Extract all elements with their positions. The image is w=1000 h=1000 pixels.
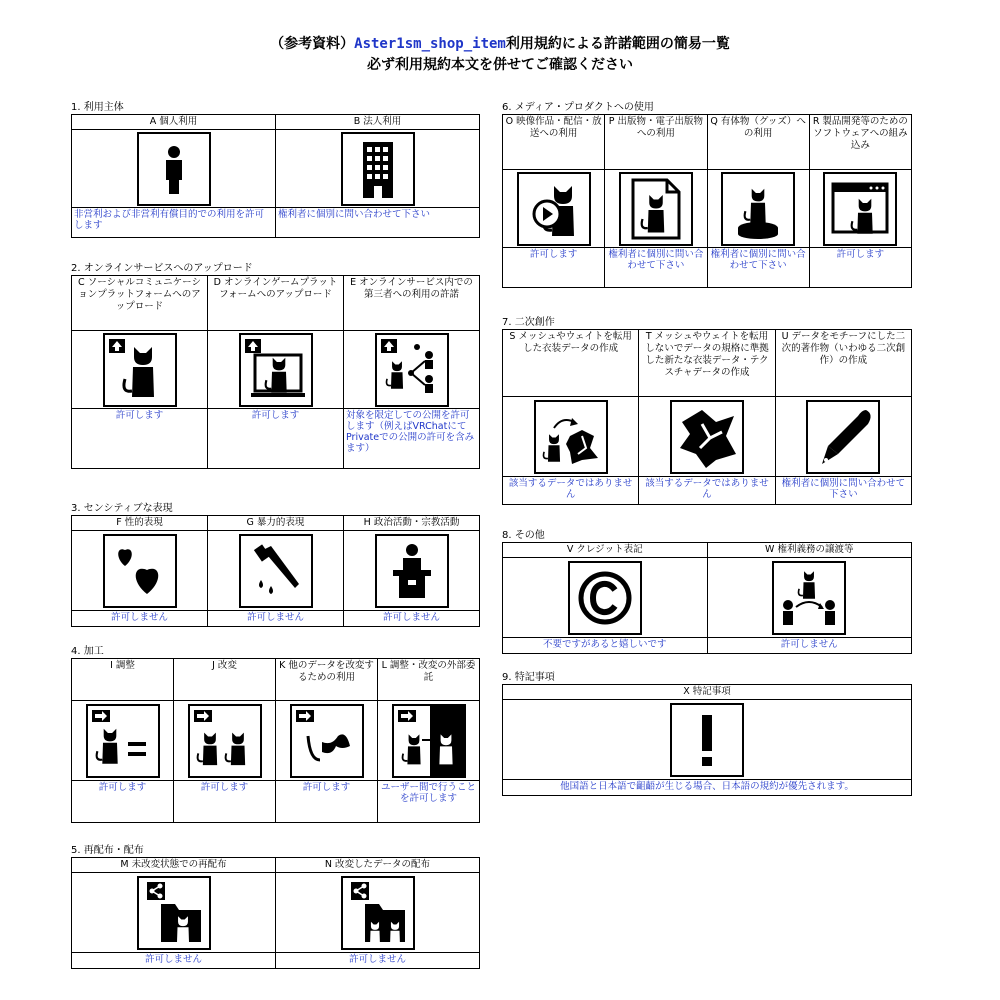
column-label: E オンラインサービス内での第三者への利用の許諾 [344,276,480,331]
figure-goods-icon [721,172,795,246]
column-label: L 調整・改変の外部委託 [378,659,480,701]
outsourcing-icon [392,704,466,778]
permission-text: 許可しません [72,611,208,627]
column-label: H 政治活動・宗教活動 [344,516,480,531]
exclamation-icon [670,703,744,777]
permission-text: 許可します [809,248,911,288]
permission-text: 許可します [174,781,276,823]
section-sensitive [71,502,480,627]
column-label: M 未改変状態での再配布 [72,858,276,873]
permission-text: 不要ですがあると嬉しいです [503,638,708,654]
title-brand: Aster1sm_shop_item [354,36,506,52]
copyright-icon [568,561,642,635]
column-label: F 性的表現 [72,516,208,531]
column-label: B 法人利用 [276,115,480,130]
person-icon [137,132,211,206]
column-label: N 改変したデータの配布 [276,858,480,873]
publication-icon [619,172,693,246]
column-label: P 出版物・電子出版物への利用 [605,115,707,170]
page-subtitle: 必ず利用規約本文を併せてご確認ください [367,57,633,73]
column-label: T メッシュやウェイトを転用しないでデータの規格に準拠した新たな衣装データ・テクスチャデータの作成 [639,330,775,397]
permission-text: 権利者に個別に問い合わせて下さい [605,248,707,288]
section-media-product [502,101,912,288]
permission-text: 該当するデータではありません [639,477,775,505]
column-label: K 他のデータを改変するための利用 [276,659,378,701]
title-prefix: （参考資料） [270,36,355,52]
building-icon [341,132,415,206]
column-label: V クレジット表記 [503,543,708,558]
modify-icon [188,704,262,778]
third-party-share-icon [375,333,449,407]
video-icon [517,172,591,246]
use-for-other-data-icon [290,704,364,778]
section-redistribution [71,844,480,969]
section-title: 9. 特記事項 [502,672,555,683]
section-title: 3. センシティブな表現 [71,503,173,514]
new-clothing-icon [670,400,744,474]
section-title: 4. 加工 [71,646,104,657]
title-suffix: 利用規約による許諾範囲の簡易一覧 [505,36,730,52]
section-usage-subject [71,101,480,238]
permission-text: 許可しません [208,611,344,627]
permission-text: 権利者に個別に問い合わせて下さい [775,477,911,505]
permission-text: 許可します [503,248,605,288]
column-label: X 特記事項 [503,685,912,700]
permission-text: 他国語と日本語で齟齬が生じる場合、日本語の規約が優先されます。 [503,780,912,796]
section-title: 7. 二次創作 [502,317,555,328]
permission-text: ユーザー間で行うことを許可します [378,781,480,823]
section-title: 5. 再配布・配布 [71,845,144,856]
mesh-transfer-icon [534,400,608,474]
section-special-notes [502,671,912,796]
section-derivative-works [502,316,912,505]
column-label: A 個人利用 [72,115,276,130]
column-label: W 権利義務の譲渡等 [707,543,912,558]
pen-nib-icon [806,400,880,474]
rights-transfer-icon [772,561,846,635]
upload-social-icon [103,333,177,407]
permission-text: 該当するデータではありません [503,477,639,505]
podium-icon [375,534,449,608]
column-label: C ソーシャルコミュニケーションプラットフォームへのアップロード [72,276,208,331]
column-label: J 改変 [174,659,276,701]
section-other [502,529,912,654]
hearts-icon [103,534,177,608]
section-title: 1. 利用主体 [71,102,124,113]
upload-game-icon [239,333,313,407]
permission-text: 非営利および非営利有償目的での利用を許可します [72,208,276,238]
permission-text: 許可しません [72,953,276,969]
permission-text: 許可します [208,409,344,469]
page-title [0,33,1000,53]
permission-text: 権利者に個別に問い合わせて下さい [707,248,809,288]
permission-text: 権利者に個別に問い合わせて下さい [276,208,480,238]
software-icon [823,172,897,246]
permission-text: 許可しません [276,953,480,969]
column-label: R 製品開発等のためのソフトウェアへの組み込み [809,115,911,170]
knife-icon [239,534,313,608]
section-title: 8. その他 [502,530,545,541]
column-label: O 映像作品・配信・放送への利用 [503,115,605,170]
adjust-icon [86,704,160,778]
section-online-upload [71,262,480,469]
column-label: D オンラインゲームプラットフォームへのアップロード [208,276,344,331]
section-processing [71,645,480,823]
permission-text: 対象を限定しての公開を許可します（例えばVRChatにてPrivateでの公開の許可を含みます） [344,409,480,469]
permission-text: 許可します [72,409,208,469]
section-title: 6. メディア・プロダクトへの使用 [502,102,654,113]
column-label: Q 有体物（グッズ）への利用 [707,115,809,170]
permission-text: 許可します [276,781,378,823]
distribute-modified-icon [341,876,415,950]
column-label: S メッシュやウェイトを転用した衣装データの作成 [503,330,639,397]
column-label: I 調整 [72,659,174,701]
column-label: U データをモチーフにした二次的著作物（いわゆる二次創作）の作成 [775,330,911,397]
section-title: 2. オンラインサービスへのアップロード [71,263,253,274]
permission-text: 許可しません [707,638,912,654]
permission-text: 許可しません [344,611,480,627]
column-label: G 暴力的表現 [208,516,344,531]
permission-text: 許可します [72,781,174,823]
redistribute-icon [137,876,211,950]
